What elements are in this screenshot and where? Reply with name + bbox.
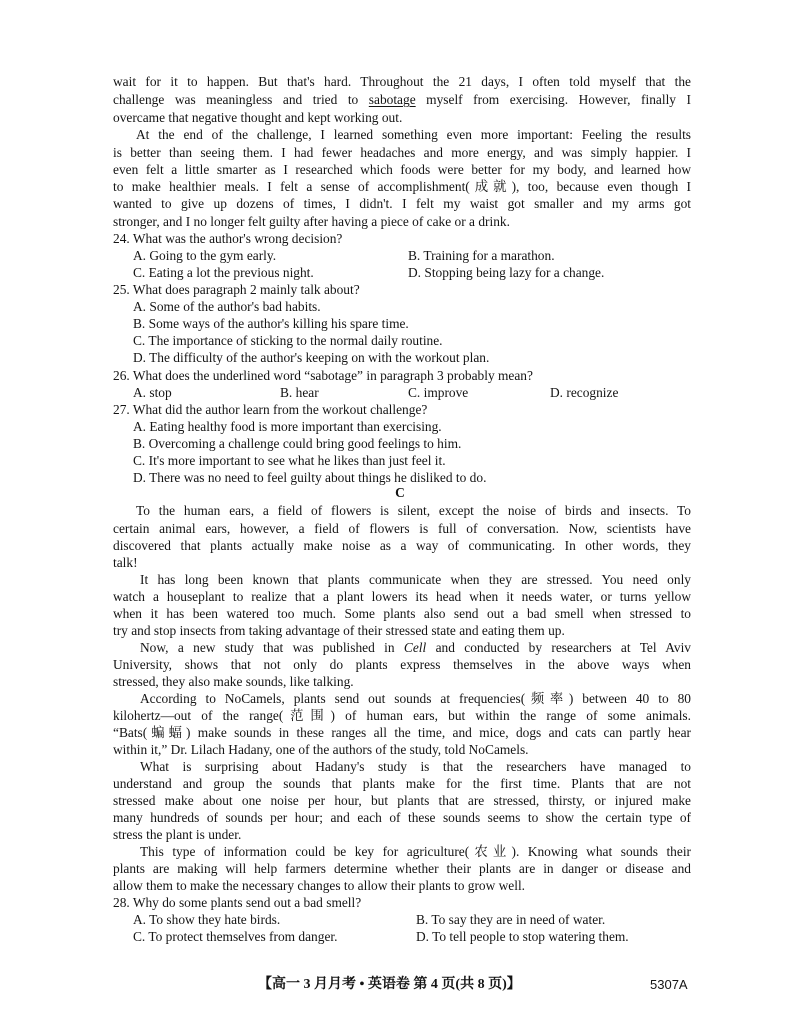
text-line: University, shows that not only do plants express themselves in the above ways when <box>113 657 691 672</box>
text-line: plants are making will help farmers determine whether their plants are in danger or disease and <box>113 861 691 876</box>
text-line: What is surprising about Hadany's study is that the researchers have managed to <box>140 759 691 774</box>
text-line: kilohertz—out of the range(范围) of human ears, but within the range of some animals. <box>113 708 691 723</box>
text-line <box>140 639 691 656</box>
text-fragment: myself from exercising. However, finally I <box>415 92 691 107</box>
text-line: when it has been watered too much. Some plants also send out a bad smell when stressed to <box>113 606 691 621</box>
answer-option: B. Training for a marathon. <box>408 248 555 263</box>
question-stem: 27. What did the author learn from the workout challenge? <box>113 402 428 417</box>
answer-option: C. It's more important to see what he likes than just feel it. <box>133 453 446 468</box>
question-stem: 24. What was the author's wrong decision? <box>113 231 343 246</box>
text-line: talk! <box>113 555 138 570</box>
answer-option: C. To protect themselves from danger. <box>133 929 338 944</box>
text-line: wanted to give up dozens of times, I didn't. I felt my waist got smaller and my arms got <box>113 196 691 211</box>
section-heading: C <box>395 485 405 500</box>
answer-option: D. The difficulty of the author's keeping on with the workout plan. <box>133 350 490 365</box>
answer-option: A. To show they hate birds. <box>133 912 281 927</box>
text-line: stress the plant is under. <box>113 827 242 842</box>
answer-option: A. stop <box>133 385 172 400</box>
answer-option: A. Going to the gym early. <box>133 248 277 263</box>
text-line: within it,” Dr. Lilach Hadany, one of the authors of the study, told NoCamels. <box>113 742 529 757</box>
text-line: To the human ears, a field of flowers is silent, except the noise of birds and insects. To <box>136 503 691 518</box>
answer-option: D. Stopping being lazy for a change. <box>408 265 605 280</box>
text-line: “Bats(蝙蝠) make sounds in these ranges all the time, and mice, dogs and cats can partly hear <box>113 725 691 740</box>
answer-option: A. Eating healthy food is more important than exercising. <box>133 419 442 434</box>
text-line: is better than seeing them. I had fewer headaches and more energy, and was simply happier. I <box>113 145 691 160</box>
text-line: watch a houseplant to realize that a plant lowers its head when it needs water, or turns yellow <box>113 589 691 604</box>
answer-option: D. There was no need to feel guilty about things he disliked to do. <box>133 470 487 485</box>
answer-option: A. Some of the author's bad habits. <box>133 299 321 314</box>
text-line: This type of information could be key for agriculture(农业). Knowing what sounds their <box>140 844 691 859</box>
text-line: stronger, and I no longer felt guilty after having a piece of cake or a drink. <box>113 214 510 229</box>
journal-name: Cell <box>403 640 427 655</box>
answer-option: B. Some ways of the author's killing his spare time. <box>133 316 409 331</box>
text-line: wait for it to happen. But that's hard. Throughout the 21 days, I often told myself that the <box>113 74 691 89</box>
question-stem: 25. What does paragraph 2 mainly talk about? <box>113 282 360 297</box>
answer-option: D. To tell people to stop watering them. <box>416 929 629 944</box>
text-line: It has long been known that plants communicate when they are stressed. You need only <box>140 572 691 587</box>
text-line: understand and group the sounds that plants make for the first time. Plants that are not <box>113 776 691 791</box>
answer-option: B. Overcoming a challenge could bring good feelings to him. <box>133 436 462 451</box>
page-footer-title: 【高一 3 月月考 • 英语卷 第 4 页(共 8 页)】 <box>258 977 521 992</box>
text-line: According to NoCamels, plants send out sounds at frequencies(频率) between 40 to 80 <box>140 691 691 706</box>
text-line: certain animal ears, however, a field of flowers is full of conversation. Now, scientists have <box>113 521 691 536</box>
text-line: At the end of the challenge, I learned something even more important: Feeling the results <box>136 127 691 142</box>
text-line: allow them to make the necessary changes to allow their plants to grow well. <box>113 878 526 893</box>
answer-option: C. improve <box>408 385 469 400</box>
text-line: stressed, they also make sounds, like talking. <box>113 674 354 689</box>
text-line: try and stop insects from taking advantage of their stressed state and eating them up. <box>113 623 565 638</box>
text-fragment: challenge was meaningless and tried to <box>113 92 369 107</box>
text-line: to make healthier meals. I felt a sense of accomplishment(成就), too, because even though I <box>113 179 691 194</box>
answer-option: B. hear <box>280 385 319 400</box>
text-line: stressed make about one noise per hour, but plants that are stressed, thirsty, or injured make <box>113 793 691 808</box>
answer-option: C. Eating a lot the previous night. <box>133 265 314 280</box>
text-line: discovered that plants actually make noise as a way of communicating. In other words, they <box>113 538 691 553</box>
answer-option: B. To say they are in need of water. <box>416 912 606 927</box>
text-line: even felt a little smarter as I researched which foods were better for my body, and learned how <box>113 162 691 177</box>
text-line: overcame that negative thought and kept working out. <box>113 110 403 125</box>
exam-code: 5307A <box>650 977 688 992</box>
underlined-word: sabotage <box>368 92 416 107</box>
question-stem: 26. What does the underlined word “sabotage” in paragraph 3 probably mean? <box>113 368 533 383</box>
answer-option: C. The importance of sticking to the normal daily routine. <box>133 333 443 348</box>
question-stem: 28. Why do some plants send out a bad smell? <box>113 895 362 910</box>
text-line: many hundreds of sounds per hour; and each of these sounds seems to show the certain type of <box>113 810 691 825</box>
text-line <box>113 91 691 108</box>
answer-option: D. recognize <box>550 385 619 400</box>
text-fragment: Now, a new study that was published in <box>140 640 404 655</box>
text-fragment: and conducted by researchers at Tel Aviv <box>426 640 691 655</box>
